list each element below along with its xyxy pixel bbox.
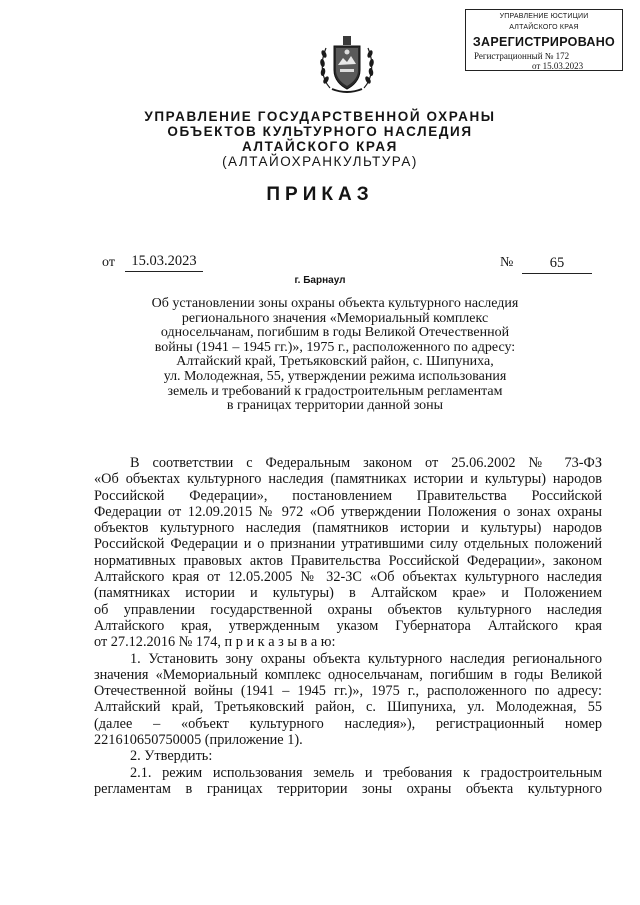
body-line: 2. Утвердить:: [130, 748, 213, 765]
title-line: войны (1941 – 1945 гг.)», 1975 г., расположенного по адресу:: [154, 339, 516, 355]
body-line: Алтайского края от 12.05.2005 № 32-ЗС «Об объектах культурного наследия: [94, 569, 602, 586]
body-line: Российской Федерации и о признании утратившими силу отдельных положений: [94, 536, 602, 553]
body-line: 2.1. режим использования земель и требования к градостроительным: [130, 764, 602, 781]
body-line: Алтайского края, утвержденным указом Губернатора Алтайского края: [94, 617, 602, 634]
date-label: от: [102, 255, 115, 270]
altai-krai-coat-of-arms-icon: [318, 32, 376, 96]
stamp-org-line: УПРАВЛЕНИЕ ЮСТИЦИИ: [499, 13, 589, 20]
title-line: ул. Молодежная, 55, утверждении режима использования: [163, 368, 507, 384]
body-line: В соответствии с Федеральным законом от 25.06.2002 № 73-ФЗ: [130, 455, 602, 471]
org-name-line: АЛТАЙСКОГО КРАЯ: [242, 139, 398, 154]
body-line: Отечественной войны (1941 – 1945 гг.)», 1975 г., расположенного по адресу:: [94, 683, 602, 700]
title-line: Алтайский край, Третьяковский район, с. Шипуниха,: [176, 354, 494, 370]
stamp-status: ЗАРЕГИСТРИРОВАНО: [472, 35, 616, 49]
title-line: в границах территории данной зоны: [226, 398, 444, 414]
body-line: (памятниках истории и культуры) в Алтайском крае» и Положением: [94, 585, 602, 602]
body-line: Алтайский край, Третьяковский район, с. Шипуниха, ул. Молодежная, 55: [94, 699, 602, 716]
body-line: Российской Федерации», постановлением Правительства Российской: [94, 487, 602, 504]
body-line: 1. Установить зону охраны объекта культурного наследия регионального: [130, 650, 602, 667]
body-line: регламентам в границах территории зоны охраны объекта культурного: [94, 780, 602, 797]
org-name-line: ОБЪЕКТОВ КУЛЬТУРНОГО НАСЛЕДИЯ: [167, 124, 473, 139]
body-line: нормативных правовых актов Правительства Российской Федерации», законом: [94, 552, 602, 569]
body-line: 221610650750005 (приложение 1).: [94, 732, 303, 749]
title-line: регионального значения «Мемориальный комплекс: [181, 310, 489, 326]
document-type-heading: ПРИКАЗ: [266, 184, 374, 205]
body-line: «Об объектах культурного наследия (памятниках истории и культуры) народов: [94, 471, 602, 488]
title-line: Об установлении зоны охраны объекта культурного наследия: [151, 296, 519, 311]
order-date: 15.03.2023: [125, 253, 203, 272]
body-line: значения «Мемориальный комплекс односельчанам, погибшим в годы Великой: [94, 666, 602, 683]
order-body: [94, 455, 602, 797]
body-line: от 27.12.2016 № 174, п р и к а з ы в а ю:: [94, 634, 336, 651]
stamp-registration-number: Регистрационный № 172: [474, 51, 570, 61]
registration-stamp: [465, 9, 623, 71]
title-line: земель и требований к градостроительным регламентам: [167, 383, 503, 399]
number-label: №: [500, 255, 514, 270]
body-line: об управлении государственной охраны объектов культурного наследия: [94, 601, 602, 618]
body-line: объектов культурного наследия (памятников истории и культуры) народов: [94, 520, 602, 537]
stamp-org-line: АЛТАЙСКОГО КРАЯ: [509, 24, 579, 31]
order-number: 65: [522, 255, 592, 274]
city-name: г. Барнаул: [294, 275, 346, 286]
body-line: (далее – «объект культурного наследия»), регистрационный номер: [94, 715, 602, 732]
title-line: односельчанам, погибшим в годы Великой Отечественной: [160, 325, 510, 341]
stamp-date: от 15.03.2023: [532, 61, 584, 71]
org-name-line: УПРАВЛЕНИЕ ГОСУДАРСТВЕННОЙ ОХРАНЫ: [144, 109, 496, 124]
body-line: Федерации от 12.09.2015 № 972 «Об утверждении Положения о зонах охраны: [94, 503, 602, 520]
order-title: [105, 297, 565, 414]
org-abbreviation: (АЛТАЙОХРАНКУЛЬТУРА): [222, 154, 418, 169]
